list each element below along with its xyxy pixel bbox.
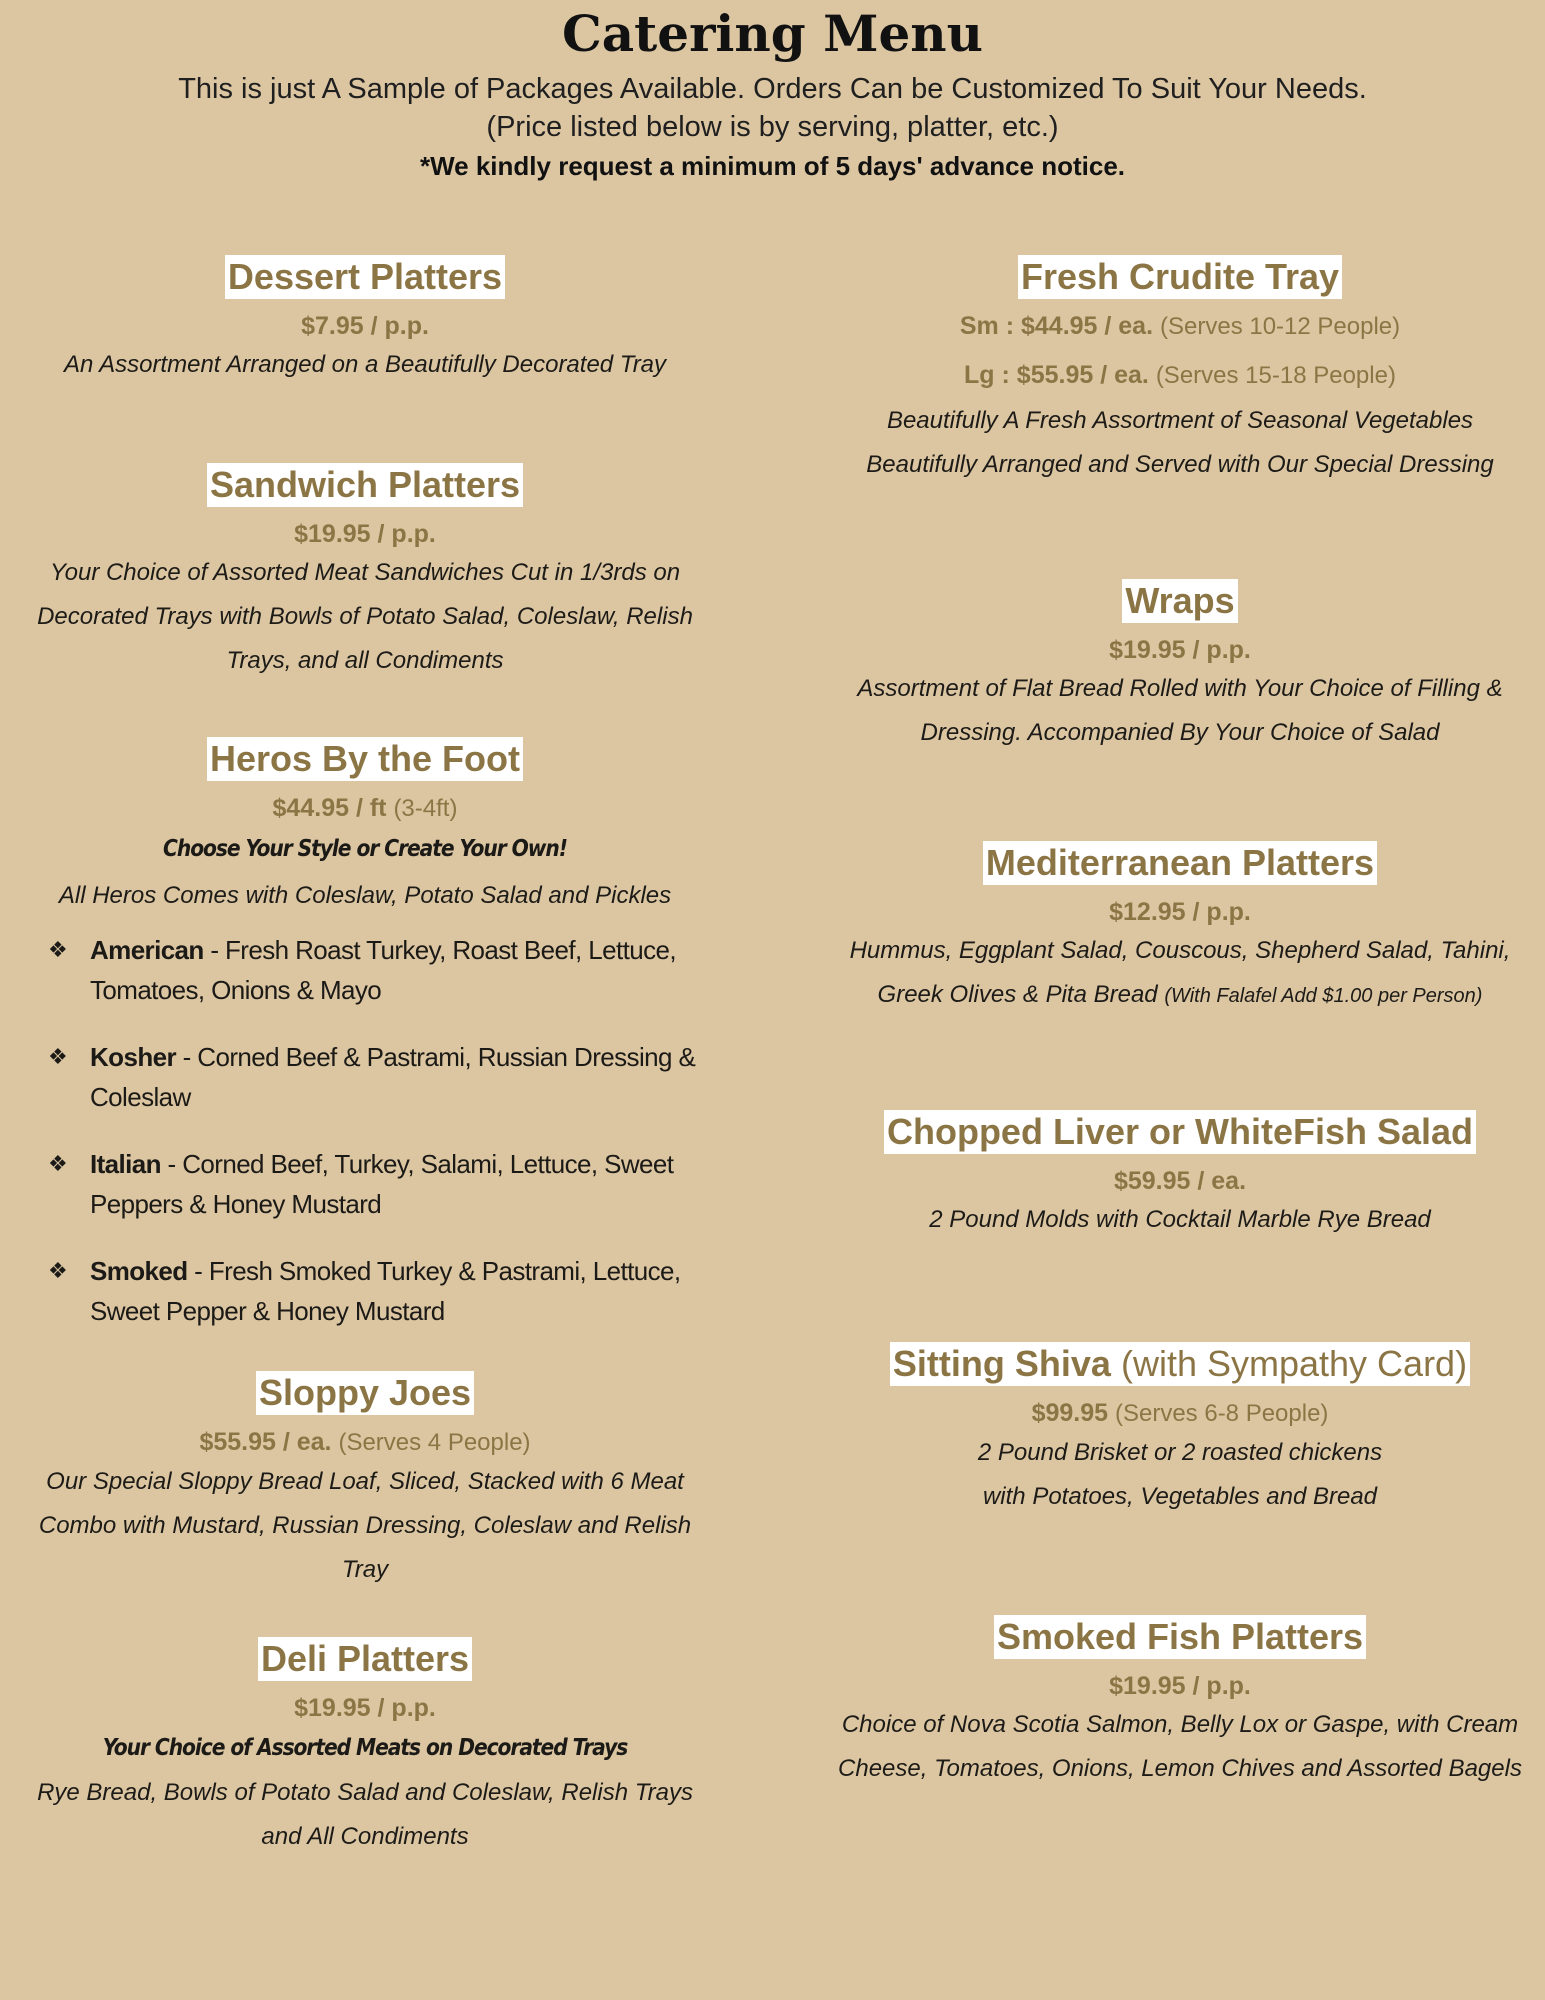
sitting-shiva-title-text: Sitting Shiva	[892, 1343, 1111, 1384]
dessert-platters-price: $7.95 / p.p.	[301, 312, 429, 340]
list-item	[0, 1144, 730, 1224]
wraps-title: Wraps	[1122, 579, 1237, 623]
smoked-fish-desc-1: Choice of Nova Scotia Salmon, Belly Lox or Gaspe, with Cream	[841, 1711, 1519, 1738]
crudite-tray-desc-1: Beautifully A Fresh Assortment of Seasonal Vegetables	[886, 407, 1474, 434]
crudite-large-price-note: (Serves 15-18 People)	[1155, 362, 1396, 389]
deli-platters-desc-2: and All Condiments	[261, 1823, 469, 1850]
wraps-desc-1: Assortment of Flat Bread Rolled with Your Choice of Filling &	[857, 675, 1503, 702]
sloppy-joes-price-value: $55.95 / ea.	[199, 1428, 332, 1456]
wraps-desc-2: Dressing. Accompanied By Your Choice of Salad	[920, 719, 1440, 746]
sitting-shiva-price-value: $99.95	[1031, 1399, 1109, 1427]
heros-title: Heros By the Foot	[207, 737, 523, 781]
right-column	[815, 255, 1545, 1791]
page-title: Catering Menu	[561, 4, 984, 63]
sloppy-joes-price-note: (Serves 4 People)	[338, 1429, 531, 1456]
liver-whitefish-section	[815, 1110, 1545, 1242]
liver-whitefish-title: Chopped Liver or WhiteFish Salad	[884, 1110, 1476, 1154]
dessert-platters-title: Dessert Platters	[225, 255, 505, 299]
list-item	[0, 930, 730, 1010]
hero-style-name: Kosher	[90, 1042, 176, 1072]
sandwich-platters-title: Sandwich Platters	[207, 463, 523, 507]
heros-price	[0, 791, 730, 826]
crudite-small-price-value: Sm : $44.95 / ea.	[959, 312, 1154, 340]
crudite-small-price-note: (Serves 10-12 People)	[1160, 313, 1401, 340]
deli-platters-tagline: Your Choice of Assorted Meats on Decorated Trays	[102, 1735, 628, 1761]
mediterranean-platters-title: Mediterranean Platters	[983, 841, 1377, 885]
hero-style-detail: - Corned Beef & Pastrami, Russian Dressing & Coleslaw	[90, 1042, 696, 1112]
intro-line: This is just A Sample of Packages Available. Orders Can be Customized To Suit Your Needs.	[178, 73, 1367, 105]
sitting-shiva-title-note: (with Sympathy Card)	[1120, 1343, 1468, 1384]
mediterranean-platters-section	[815, 841, 1545, 1018]
sloppy-joes-desc-3: Tray	[341, 1556, 389, 1583]
crudite-tray-section	[815, 255, 1545, 487]
crudite-large-price-value: Lg : $55.95 / ea.	[964, 361, 1149, 389]
smoked-fish-section	[815, 1615, 1545, 1791]
hero-style-name: Smoked	[90, 1256, 188, 1286]
sitting-shiva-desc-2: with Potatoes, Vegetables and Bread	[982, 1483, 1378, 1510]
deli-platters-section	[0, 1637, 730, 1859]
sandwich-platters-desc-2: Decorated Trays with Bowls of Potato Salad, Coleslaw, Relish	[37, 603, 693, 630]
deli-platters-price: $19.95 / p.p.	[294, 1694, 436, 1722]
crudite-tray-title: Fresh Crudite Tray	[1018, 255, 1342, 299]
advance-notice: *We kindly request a minimum of 5 days' advance notice.	[419, 151, 1126, 181]
hero-style-detail: - Fresh Smoked Turkey & Pastrami, Lettuce, Sweet Pepper & Honey Mustard	[90, 1256, 681, 1326]
sitting-shiva-section	[815, 1342, 1545, 1519]
smoked-fish-price: $19.95 / p.p.	[1109, 1672, 1251, 1700]
deli-platters-title: Deli Platters	[258, 1637, 472, 1681]
menu-header	[0, 0, 1545, 186]
heros-section	[0, 737, 730, 1331]
smoked-fish-title: Smoked Fish Platters	[994, 1615, 1366, 1659]
heros-price-value: $44.95 / ft	[272, 794, 387, 822]
heros-style-list	[0, 930, 730, 1331]
falafel-addon-note: (With Falafel Add $1.00 per Person)	[1164, 985, 1483, 1007]
sloppy-joes-section	[0, 1371, 730, 1592]
dessert-platters-section	[0, 255, 730, 387]
hero-style-name: American	[90, 935, 204, 965]
heros-tagline: Choose Your Style or Create Your Own!	[163, 836, 567, 862]
deli-platters-desc-1: Rye Bread, Bowls of Potato Salad and Coleslaw, Relish Trays	[37, 1779, 693, 1806]
sloppy-joes-title: Sloppy Joes	[256, 1371, 474, 1415]
price-basis-line: (Price listed below is by serving, platter, etc.)	[486, 111, 1059, 143]
sandwich-platters-desc-3: Trays, and all Condiments	[226, 647, 504, 674]
heros-desc: All Heros Comes with Coleslaw, Potato Salad and Pickles	[58, 882, 672, 909]
hero-style-name: Italian	[90, 1149, 161, 1179]
left-column	[0, 255, 730, 1859]
smoked-fish-desc-2: Cheese, Tomatoes, Onions, Lemon Chives and Assorted Bagels	[838, 1755, 1522, 1782]
mediterranean-platters-desc-2-text: Greek Olives & Pita Bread	[877, 981, 1158, 1008]
sloppy-joes-desc-2: Combo with Mustard, Russian Dressing, Coleslaw and Relish	[38, 1512, 692, 1539]
sitting-shiva-desc-1: 2 Pound Brisket or 2 roasted chickens	[977, 1439, 1383, 1466]
crudite-large-price	[815, 358, 1545, 393]
sandwich-platters-desc-1: Your Choice of Assorted Meat Sandwiches Cut in 1/3rds on	[49, 559, 681, 586]
crudite-tray-desc-2: Beautifully Arranged and Served with Our Special Dressing	[866, 451, 1494, 478]
mediterranean-platters-desc-2	[815, 973, 1545, 1018]
hero-style-detail: - Corned Beef, Turkey, Salami, Lettuce, Sweet Peppers & Honey Mustard	[90, 1149, 674, 1219]
diamond-bullet-icon: ❖	[48, 1044, 68, 1069]
hero-style-detail: - Fresh Roast Turkey, Roast Beef, Lettuce, Tomatoes, Onions & Mayo	[90, 935, 676, 1005]
sitting-shiva-title	[890, 1342, 1470, 1386]
mediterranean-platters-desc-1: Hummus, Eggplant Salad, Couscous, Shepherd Salad, Tahini,	[849, 937, 1511, 964]
diamond-bullet-icon: ❖	[48, 1151, 68, 1176]
list-item	[0, 1251, 730, 1331]
sloppy-joes-desc-1: Our Special Sloppy Bread Loaf, Sliced, Stacked with 6 Meat	[46, 1468, 684, 1495]
heros-price-note: (3-4ft)	[393, 795, 458, 822]
sloppy-joes-price	[0, 1425, 730, 1460]
liver-whitefish-desc: 2 Pound Molds with Cocktail Marble Rye Bread	[929, 1206, 1431, 1233]
dessert-platters-desc: An Assortment Arranged on a Beautifully Decorated Tray	[63, 351, 667, 378]
liver-whitefish-price: $59.95 / ea.	[1113, 1167, 1247, 1195]
wraps-section	[815, 579, 1545, 755]
list-item	[0, 1037, 730, 1117]
mediterranean-platters-price: $12.95 / p.p.	[1109, 898, 1251, 926]
diamond-bullet-icon: ❖	[48, 1258, 68, 1283]
diamond-bullet-icon: ❖	[48, 937, 68, 962]
sandwich-platters-section	[0, 463, 730, 683]
crudite-small-price	[815, 309, 1545, 344]
sandwich-platters-price: $19.95 / p.p.	[294, 520, 436, 548]
wraps-price: $19.95 / p.p.	[1109, 636, 1251, 664]
sitting-shiva-price	[815, 1396, 1545, 1431]
sitting-shiva-price-note: (Serves 6-8 People)	[1114, 1400, 1329, 1427]
